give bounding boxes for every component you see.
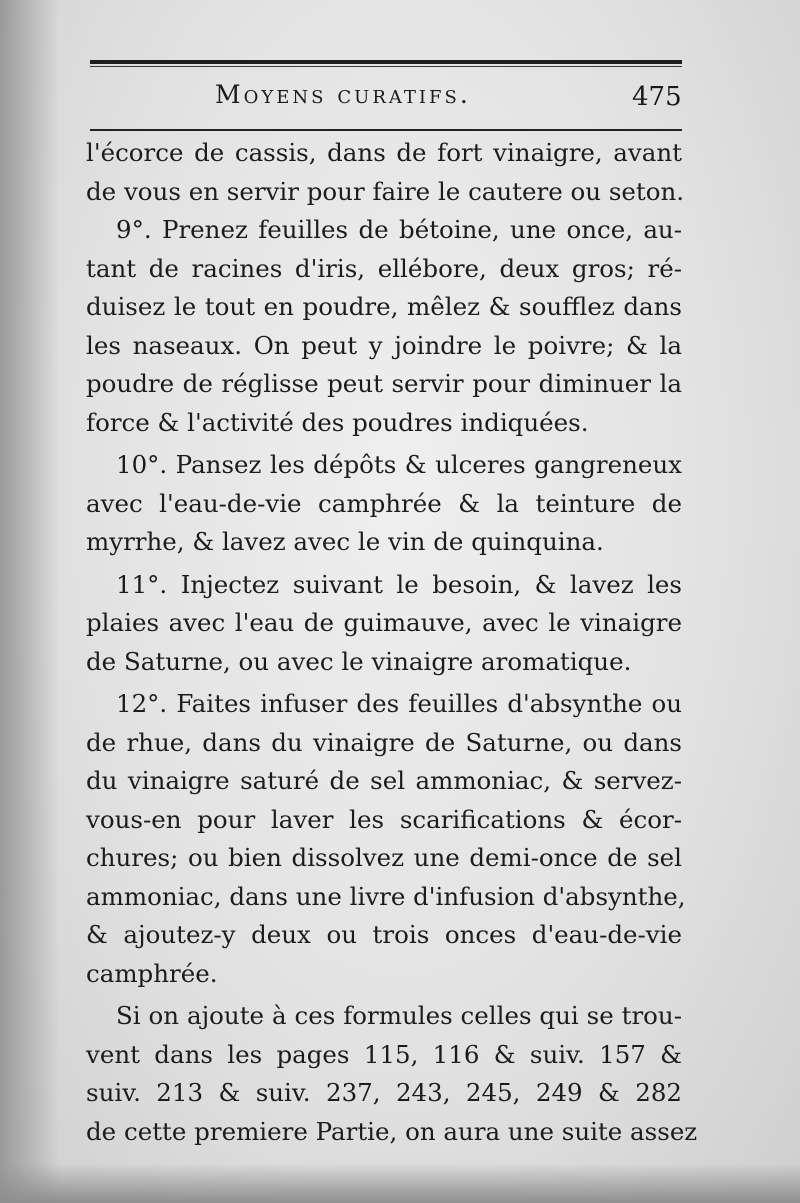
running-title: Moyens curatifs. xyxy=(215,80,471,109)
text-line: & ajoutez-y deux ou trois onces d'eau-de-vie xyxy=(86,920,682,949)
header-rule-top-thin xyxy=(90,66,682,67)
body-text xyxy=(86,134,698,1151)
text-line: de cette premiere Partie, on aura une suite assez xyxy=(86,1116,698,1146)
paragraph-10-start: 10°. Pansez les dépôts & ulceres gangreneux xyxy=(116,450,682,479)
text-line: poudre de réglisse peut servir pour diminuer la xyxy=(86,369,682,398)
text-line: ammoniac, dans une livre d'infusion d'absynthe, xyxy=(86,881,686,911)
text-line: force & l'activité des poudres indiquées. xyxy=(86,407,589,437)
paragraph-12-start: 12°. Faites infuser des feuilles d'absynthe ou xyxy=(116,689,682,718)
page-number: 475 xyxy=(632,82,682,112)
text-line: plaies avec l'eau de guimauve, avec le vinaigre xyxy=(86,608,682,637)
text-line: vous-en pour laver les scarifications & écor- xyxy=(86,804,682,834)
header-rule-top xyxy=(90,60,682,64)
text-line: l'écorce de cassis, dans de fort vinaigre, avant xyxy=(86,138,682,167)
text-line: de vous en servir pour faire le cautere ou seton. xyxy=(86,176,685,206)
text-line: tant de racines d'iris, ellébore, deux gros; ré- xyxy=(86,253,682,283)
text-line: de Saturne, ou avec le vinaigre aromatique. xyxy=(86,646,632,676)
text-line: camphrée. xyxy=(86,958,218,988)
paragraph-11-start: 11°. Injectez suivant le besoin, & lavez les xyxy=(116,569,682,599)
text-line: chures; ou bien dissolvez une demi-once de sel xyxy=(86,843,682,872)
text-line: duisez le tout en poudre, mêlez & soufflez dans xyxy=(86,292,682,321)
text-line: du vinaigre saturé de sel ammoniac, & servez- xyxy=(86,766,682,795)
paragraph-summary-start: Si on ajoute à ces formules celles qui se trou- xyxy=(116,1001,682,1030)
paragraph-9-start: 9°. Prenez feuilles de bétoine, une once, au- xyxy=(116,215,682,244)
text-line: les naseaux. On peut y joindre le poivre; & la xyxy=(86,330,682,360)
text-line: myrrhe, & lavez avec le vin de quinquina. xyxy=(86,527,604,556)
text-line: suiv. 213 & suiv. 237, 243, 245, 249 & 282 xyxy=(86,1078,682,1107)
text-line: avec l'eau-de-vie camphrée & la teinture de xyxy=(86,488,682,518)
text-line: de rhue, dans du vinaigre de Saturne, ou dans xyxy=(86,727,682,757)
text-line: vent dans les pages 115, 116 & suiv. 157 & xyxy=(86,1039,682,1069)
header-rule-bottom xyxy=(90,129,682,131)
